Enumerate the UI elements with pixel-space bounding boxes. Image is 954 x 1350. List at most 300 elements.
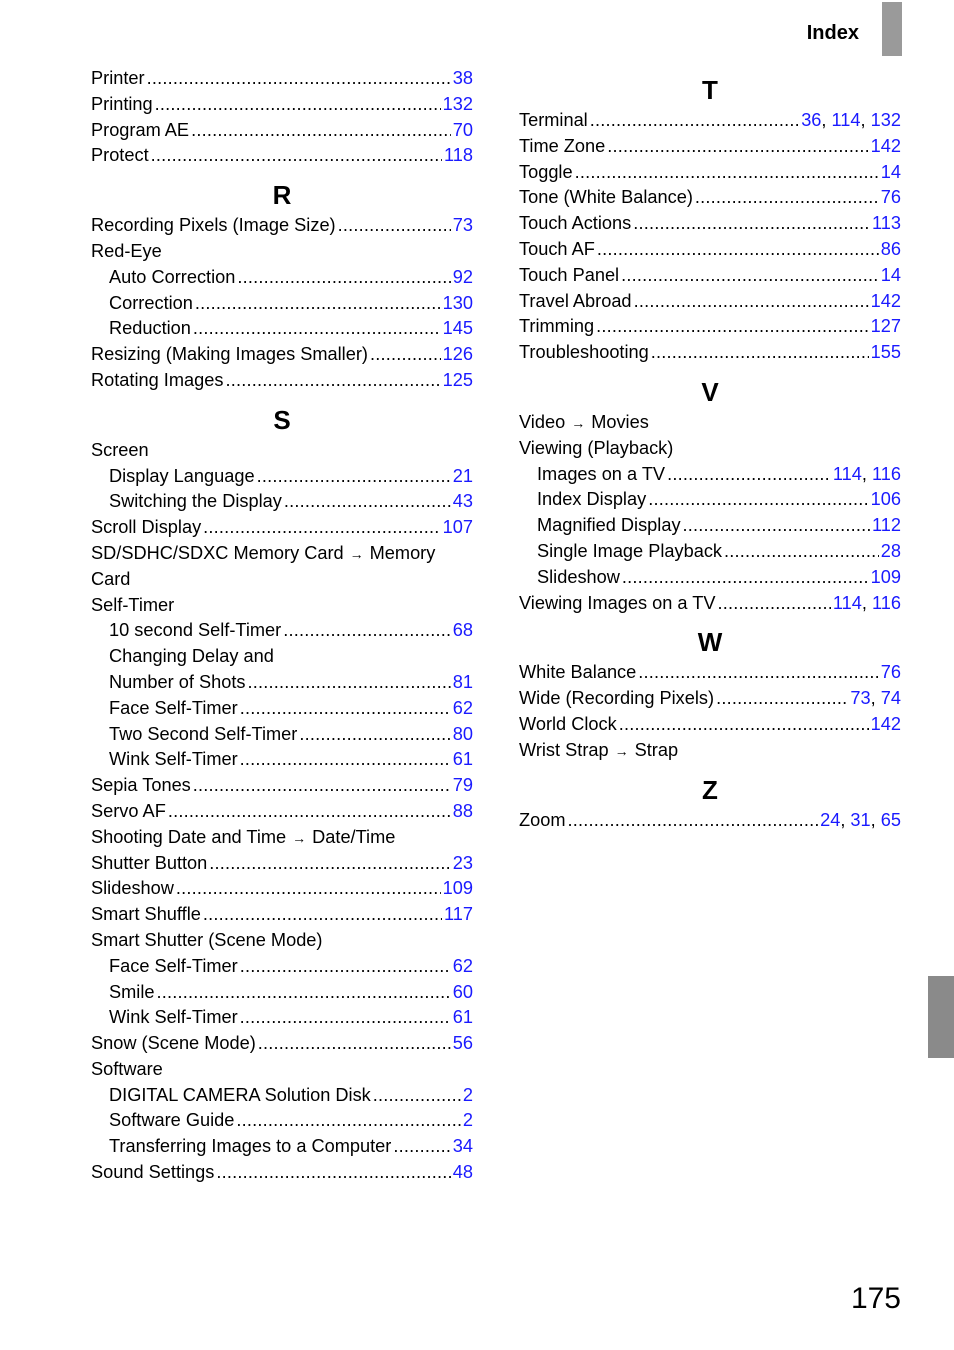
entry-term: Smile xyxy=(109,981,155,1002)
index-entry xyxy=(519,712,901,738)
entry-term: Images on a TV xyxy=(537,463,666,484)
page-link[interactable]: 126 xyxy=(442,344,473,365)
page-link[interactable]: 56 xyxy=(452,1033,473,1054)
see-arrow-icon: → xyxy=(292,829,307,846)
page-references xyxy=(453,489,473,515)
index-subentry xyxy=(91,747,473,773)
page-link[interactable]: 76 xyxy=(880,662,901,683)
page-link[interactable]: 92 xyxy=(452,266,473,287)
page-link[interactable]: 2 xyxy=(462,1084,473,1105)
page-references xyxy=(463,1083,473,1109)
entry-term: Rotating Images xyxy=(91,369,224,390)
see-reference: Memory xyxy=(369,542,436,563)
dot-leader xyxy=(216,1160,450,1186)
dot-leader xyxy=(597,237,879,263)
page-link[interactable]: 24 xyxy=(820,809,841,830)
index-entry xyxy=(519,738,901,764)
page-references xyxy=(453,118,473,144)
page-link[interactable]: 36 xyxy=(801,110,822,130)
dot-leader xyxy=(683,513,870,539)
entry-term: Shooting Date and Time xyxy=(91,826,287,847)
index-subentry xyxy=(91,696,473,722)
entry-term: SD/SDHC/SDXC Memory Card xyxy=(91,542,344,563)
index-subentry xyxy=(91,722,473,748)
dot-leader xyxy=(236,1108,461,1134)
entry-term: 10 second Self-Timer xyxy=(109,620,282,641)
dot-leader xyxy=(193,773,451,799)
index-subentry xyxy=(91,980,473,1006)
page-link[interactable]: 127 xyxy=(870,316,901,337)
entry-term: Program AE xyxy=(91,119,190,140)
see-reference: Movies xyxy=(591,411,649,432)
dot-leader xyxy=(240,747,451,773)
entry-term: Smart Shuffle xyxy=(91,904,201,925)
index-subentry xyxy=(91,954,473,980)
index-section xyxy=(519,772,901,834)
entry-term: Touch Actions xyxy=(519,213,632,234)
page-link[interactable]: 48 xyxy=(452,1162,473,1183)
dot-leader xyxy=(258,1031,451,1057)
page-link[interactable]: 114 xyxy=(832,463,862,484)
dot-leader xyxy=(247,670,450,696)
page-link[interactable]: 86 xyxy=(880,238,901,259)
index-entry xyxy=(91,876,473,902)
page-references: 114, 116 xyxy=(832,463,901,484)
page-references xyxy=(463,1108,473,1134)
dot-leader xyxy=(568,808,819,834)
page-references xyxy=(453,213,473,239)
entry-term: Protect xyxy=(91,145,149,166)
page-link[interactable]: 81 xyxy=(452,671,473,692)
index-subentry xyxy=(519,513,901,539)
page-link[interactable]: 2 xyxy=(462,1110,473,1131)
page-references xyxy=(453,954,473,980)
page-link[interactable]: 116 xyxy=(872,463,901,484)
index-entry xyxy=(91,342,473,368)
page-link[interactable]: 65 xyxy=(880,809,901,830)
dot-leader xyxy=(193,316,441,342)
entry-term: Terminal xyxy=(519,110,588,130)
page-link[interactable]: 28 xyxy=(880,540,901,561)
index-entry xyxy=(91,928,473,954)
page-references xyxy=(881,185,901,211)
page-references xyxy=(881,160,901,186)
page-references xyxy=(443,876,473,902)
dot-leader xyxy=(203,515,440,541)
index-entry xyxy=(91,438,473,464)
page-references xyxy=(871,314,901,340)
entry-term: White Balance xyxy=(519,662,637,683)
entry-term: Troubleshooting xyxy=(519,342,649,363)
index-entry xyxy=(91,92,473,118)
dot-leader xyxy=(373,1083,461,1109)
entry-term: Display Language xyxy=(109,465,255,486)
page-link[interactable]: 43 xyxy=(452,491,473,512)
index-entry xyxy=(519,134,901,160)
page-link[interactable]: 61 xyxy=(452,749,473,770)
dot-leader xyxy=(607,134,868,160)
page-number: 175 xyxy=(850,1282,901,1315)
index-entry xyxy=(519,808,901,834)
index-subentry xyxy=(519,565,901,591)
section-letter-heading: R xyxy=(272,180,292,211)
page-link[interactable]: 70 xyxy=(452,119,473,140)
entry-term: Servo AF xyxy=(91,800,166,821)
entry-term: Reduction xyxy=(109,318,191,339)
page-references xyxy=(872,211,901,237)
entry-term: Correction xyxy=(109,292,193,313)
dot-leader xyxy=(195,291,441,317)
dot-leader xyxy=(370,342,441,368)
entry-term: Slideshow xyxy=(91,878,174,899)
entry-term: Scroll Display xyxy=(91,517,202,538)
page-references xyxy=(871,565,901,591)
entry-term: DIGITAL CAMERA Solution Disk xyxy=(109,1084,371,1105)
page-link[interactable]: 106 xyxy=(870,489,901,510)
page-references xyxy=(871,712,901,738)
page-references xyxy=(881,237,901,263)
index-entry xyxy=(91,66,473,92)
index-entry xyxy=(91,851,473,877)
page-link[interactable]: 74 xyxy=(880,688,901,709)
dot-leader xyxy=(648,487,868,513)
entry-term: Self-Timer xyxy=(91,594,175,615)
page-link[interactable]: 142 xyxy=(870,135,901,156)
entry-term: Card xyxy=(91,568,131,589)
dot-leader xyxy=(724,539,879,565)
page-references xyxy=(453,773,473,799)
index-subentry xyxy=(91,464,473,490)
entry-term: Wink Self-Timer xyxy=(109,749,238,770)
entry-term: Face Self-Timer xyxy=(109,955,238,976)
page-link[interactable]: 34 xyxy=(452,1136,473,1157)
page-references xyxy=(443,515,473,541)
dot-leader xyxy=(621,263,879,289)
index-section xyxy=(519,624,901,763)
entry-term: Single Image Playback xyxy=(537,540,723,561)
page-link[interactable]: 107 xyxy=(442,517,473,538)
entry-term: Time Zone xyxy=(519,135,606,156)
page-references xyxy=(443,92,473,118)
page-references xyxy=(871,487,901,513)
index-section xyxy=(91,402,473,1186)
page-link[interactable]: 38 xyxy=(452,68,473,88)
dot-leader xyxy=(284,489,451,515)
page-link[interactable]: 142 xyxy=(870,290,901,311)
page-references xyxy=(443,342,473,368)
index-subentry xyxy=(519,539,901,565)
entry-term: Resizing (Making Images Smaller) xyxy=(91,344,368,365)
see-arrow-icon: → xyxy=(349,545,364,562)
entry-term: Printing xyxy=(91,93,153,114)
index-entry xyxy=(91,1160,473,1186)
page-link[interactable]: 145 xyxy=(442,318,473,339)
page-references xyxy=(444,143,473,169)
page-references: 24, 31, 65 xyxy=(820,809,901,830)
entry-term: Index Display xyxy=(537,489,647,510)
index-entry xyxy=(519,211,901,237)
dot-leader xyxy=(575,160,879,186)
section-letter-heading: T xyxy=(702,75,718,105)
index-section xyxy=(519,374,901,616)
page-link[interactable]: 117 xyxy=(444,904,473,925)
page-link[interactable]: 113 xyxy=(872,213,901,234)
entry-term: Wrist Strap xyxy=(519,739,609,760)
entry-term: Face Self-Timer xyxy=(109,697,238,718)
index-entry xyxy=(91,213,473,239)
page-link[interactable]: 118 xyxy=(444,145,473,166)
page-references xyxy=(871,289,901,315)
page-references xyxy=(443,291,473,317)
entry-term: Software xyxy=(91,1058,163,1079)
page-references xyxy=(453,265,473,291)
see-reference: Date/Time xyxy=(312,826,396,847)
dot-leader xyxy=(237,265,450,291)
index-section xyxy=(91,177,473,394)
page-references xyxy=(453,1160,473,1186)
dot-leader xyxy=(596,314,869,340)
section-letter-heading: S xyxy=(273,404,291,435)
entry-term: Auto Correction xyxy=(109,266,236,287)
page-references xyxy=(443,368,473,394)
index-section xyxy=(519,72,901,366)
dot-leader xyxy=(209,851,450,877)
entry-term: Sound Settings xyxy=(91,1162,215,1183)
page-references xyxy=(871,340,901,366)
index-subentry xyxy=(91,265,473,291)
dot-leader xyxy=(156,980,450,1006)
entry-term: Printer xyxy=(91,68,145,88)
index-section xyxy=(91,66,473,169)
index-entry xyxy=(91,593,473,619)
page-references xyxy=(453,747,473,773)
entry-term: Video xyxy=(519,411,566,432)
page-link[interactable]: 130 xyxy=(442,292,473,313)
index-subentry xyxy=(91,1083,473,1109)
section-letter-heading: V xyxy=(701,376,719,407)
dot-leader xyxy=(338,213,451,239)
index-entry xyxy=(519,237,901,263)
entry-term: Touch AF xyxy=(519,238,595,259)
page-references xyxy=(453,670,473,696)
entry-term: Touch Panel xyxy=(519,264,620,285)
dot-leader xyxy=(393,1134,450,1160)
index-entry xyxy=(91,143,473,169)
page-link[interactable]: 31 xyxy=(850,809,871,830)
index-subentry xyxy=(91,489,473,515)
see-arrow-icon: → xyxy=(614,742,629,759)
index-right-column xyxy=(519,66,901,841)
page-references: 36, 114, 132 xyxy=(801,110,901,130)
dot-leader xyxy=(240,696,451,722)
page-link[interactable]: 21 xyxy=(452,465,473,486)
page-link[interactable]: 114 xyxy=(832,592,862,613)
entry-term: Transferring Images to a Computer xyxy=(109,1136,392,1157)
entry-term: Slideshow xyxy=(537,566,620,587)
index-entry xyxy=(91,541,473,567)
page-link[interactable]: 155 xyxy=(870,342,901,363)
index-entry xyxy=(91,1031,473,1057)
entry-term: Shutter Button xyxy=(91,852,208,873)
page-link[interactable]: 142 xyxy=(870,713,901,734)
index-subentry xyxy=(91,644,473,670)
index-entry xyxy=(519,410,901,436)
dot-leader xyxy=(257,464,451,490)
dot-leader xyxy=(695,185,879,211)
index-subentry xyxy=(91,1134,473,1160)
index-subentry xyxy=(91,1108,473,1134)
dot-leader xyxy=(716,686,848,712)
entry-term: Recording Pixels (Image Size) xyxy=(91,215,336,236)
entry-term: Wide (Recording Pixels) xyxy=(519,688,715,709)
page-references xyxy=(881,263,901,289)
entry-term: Software Guide xyxy=(109,1110,235,1131)
page-link[interactable]: 116 xyxy=(872,592,901,613)
see-arrow-icon: → xyxy=(571,414,586,431)
entry-term: Viewing Images on a TV xyxy=(519,592,716,613)
section-letter-heading: W xyxy=(697,627,723,658)
dot-leader xyxy=(634,289,869,315)
page-link[interactable]: 14 xyxy=(880,161,901,182)
dot-leader xyxy=(240,954,451,980)
index-entry xyxy=(91,773,473,799)
section-letter-heading: Z xyxy=(702,774,718,805)
entry-term: Switching the Display xyxy=(109,491,282,512)
page-link[interactable]: 76 xyxy=(880,187,901,208)
entry-term: Viewing (Playback) xyxy=(519,437,674,458)
dot-leader xyxy=(638,660,878,686)
page-references xyxy=(444,902,473,928)
index-entry xyxy=(519,108,901,134)
page-references xyxy=(871,134,901,160)
page-link[interactable]: 88 xyxy=(452,800,473,821)
page-link[interactable]: 80 xyxy=(452,723,473,744)
dot-leader xyxy=(203,902,442,928)
index-entry xyxy=(519,263,901,289)
entry-term: Two Second Self-Timer xyxy=(109,723,298,744)
index-entry xyxy=(519,660,901,686)
index-subentry xyxy=(91,618,473,644)
index-left-column xyxy=(91,66,473,1194)
page-link[interactable]: 60 xyxy=(452,981,473,1002)
page-link[interactable]: 109 xyxy=(870,566,901,587)
index-entry xyxy=(91,799,473,825)
dot-leader xyxy=(176,876,441,902)
index-entry xyxy=(91,825,473,851)
header-tab-marker xyxy=(882,2,902,56)
entry-term: Smart Shutter (Scene Mode) xyxy=(91,929,323,950)
page-references xyxy=(453,1005,473,1031)
dot-leader xyxy=(299,722,450,748)
page-references xyxy=(453,464,473,490)
entry-term: Zoom xyxy=(519,809,566,830)
page-link[interactable]: 23 xyxy=(452,852,473,873)
page-references xyxy=(453,696,473,722)
index-entry xyxy=(91,567,473,593)
dot-leader xyxy=(155,92,441,118)
index-entry xyxy=(91,368,473,394)
index-entry xyxy=(91,118,473,144)
entry-term: Snow (Scene Mode) xyxy=(91,1033,256,1054)
index-subentry xyxy=(91,1005,473,1031)
page-header-title: Index xyxy=(806,22,859,44)
index-entry xyxy=(91,902,473,928)
entry-term: Changing Delay and xyxy=(109,646,274,667)
chapter-side-tab xyxy=(928,976,954,1058)
page-references: 114, 116 xyxy=(832,592,901,613)
dot-leader xyxy=(151,143,442,169)
index-entry xyxy=(519,340,901,366)
page-references: 73, 74 xyxy=(850,688,901,709)
index-entry xyxy=(519,185,901,211)
page-link[interactable]: 132 xyxy=(442,93,473,114)
page-references xyxy=(453,799,473,825)
dot-leader xyxy=(168,799,451,825)
page-link[interactable]: 68 xyxy=(452,620,473,641)
entry-term: Magnified Display xyxy=(537,515,681,536)
page-references xyxy=(453,980,473,1006)
page-link[interactable]: 62 xyxy=(452,955,473,976)
page-references xyxy=(872,513,901,539)
page-link[interactable]: 109 xyxy=(442,878,473,899)
index-entry xyxy=(91,515,473,541)
page-references xyxy=(443,316,473,342)
entry-term: Trimming xyxy=(519,316,595,337)
index-subentry xyxy=(91,670,473,696)
page-references xyxy=(453,66,473,92)
index-entry xyxy=(519,314,901,340)
entry-term: World Clock xyxy=(519,713,617,734)
entry-term: Wink Self-Timer xyxy=(109,1007,238,1028)
page-references xyxy=(453,1031,473,1057)
dot-leader xyxy=(225,368,440,394)
page-link[interactable]: 73 xyxy=(850,688,871,709)
index-entry xyxy=(519,436,901,462)
page-link[interactable]: 79 xyxy=(452,775,473,796)
page-references xyxy=(881,660,901,686)
page-link[interactable]: 62 xyxy=(452,697,473,718)
entry-term: Sepia Tones xyxy=(91,775,191,796)
page-link[interactable]: 73 xyxy=(452,215,473,236)
index-entry xyxy=(519,686,901,712)
index-entry xyxy=(519,591,901,617)
dot-leader xyxy=(147,66,451,92)
index-entry xyxy=(519,289,901,315)
page-link[interactable]: 114 xyxy=(831,110,861,130)
page-link[interactable]: 112 xyxy=(872,515,901,536)
index-subentry xyxy=(519,487,901,513)
dot-leader xyxy=(619,712,869,738)
dot-leader xyxy=(283,618,451,644)
dot-leader xyxy=(240,1005,451,1031)
index-entry xyxy=(91,1057,473,1083)
page-link[interactable]: 61 xyxy=(452,1007,473,1028)
page-link[interactable]: 132 xyxy=(870,110,901,130)
dot-leader xyxy=(633,211,870,237)
entry-term: Screen xyxy=(91,439,149,460)
dot-leader xyxy=(717,591,830,617)
dot-leader xyxy=(651,340,869,366)
page-references xyxy=(881,539,901,565)
dot-leader xyxy=(622,565,869,591)
dot-leader xyxy=(667,462,831,488)
page-link[interactable]: 125 xyxy=(442,369,473,390)
entry-term: Toggle xyxy=(519,161,573,182)
entry-term: Number of Shots xyxy=(109,671,246,692)
page-link[interactable]: 14 xyxy=(880,264,901,285)
entry-term: Red-Eye xyxy=(91,240,162,261)
see-reference: Strap xyxy=(634,739,679,760)
